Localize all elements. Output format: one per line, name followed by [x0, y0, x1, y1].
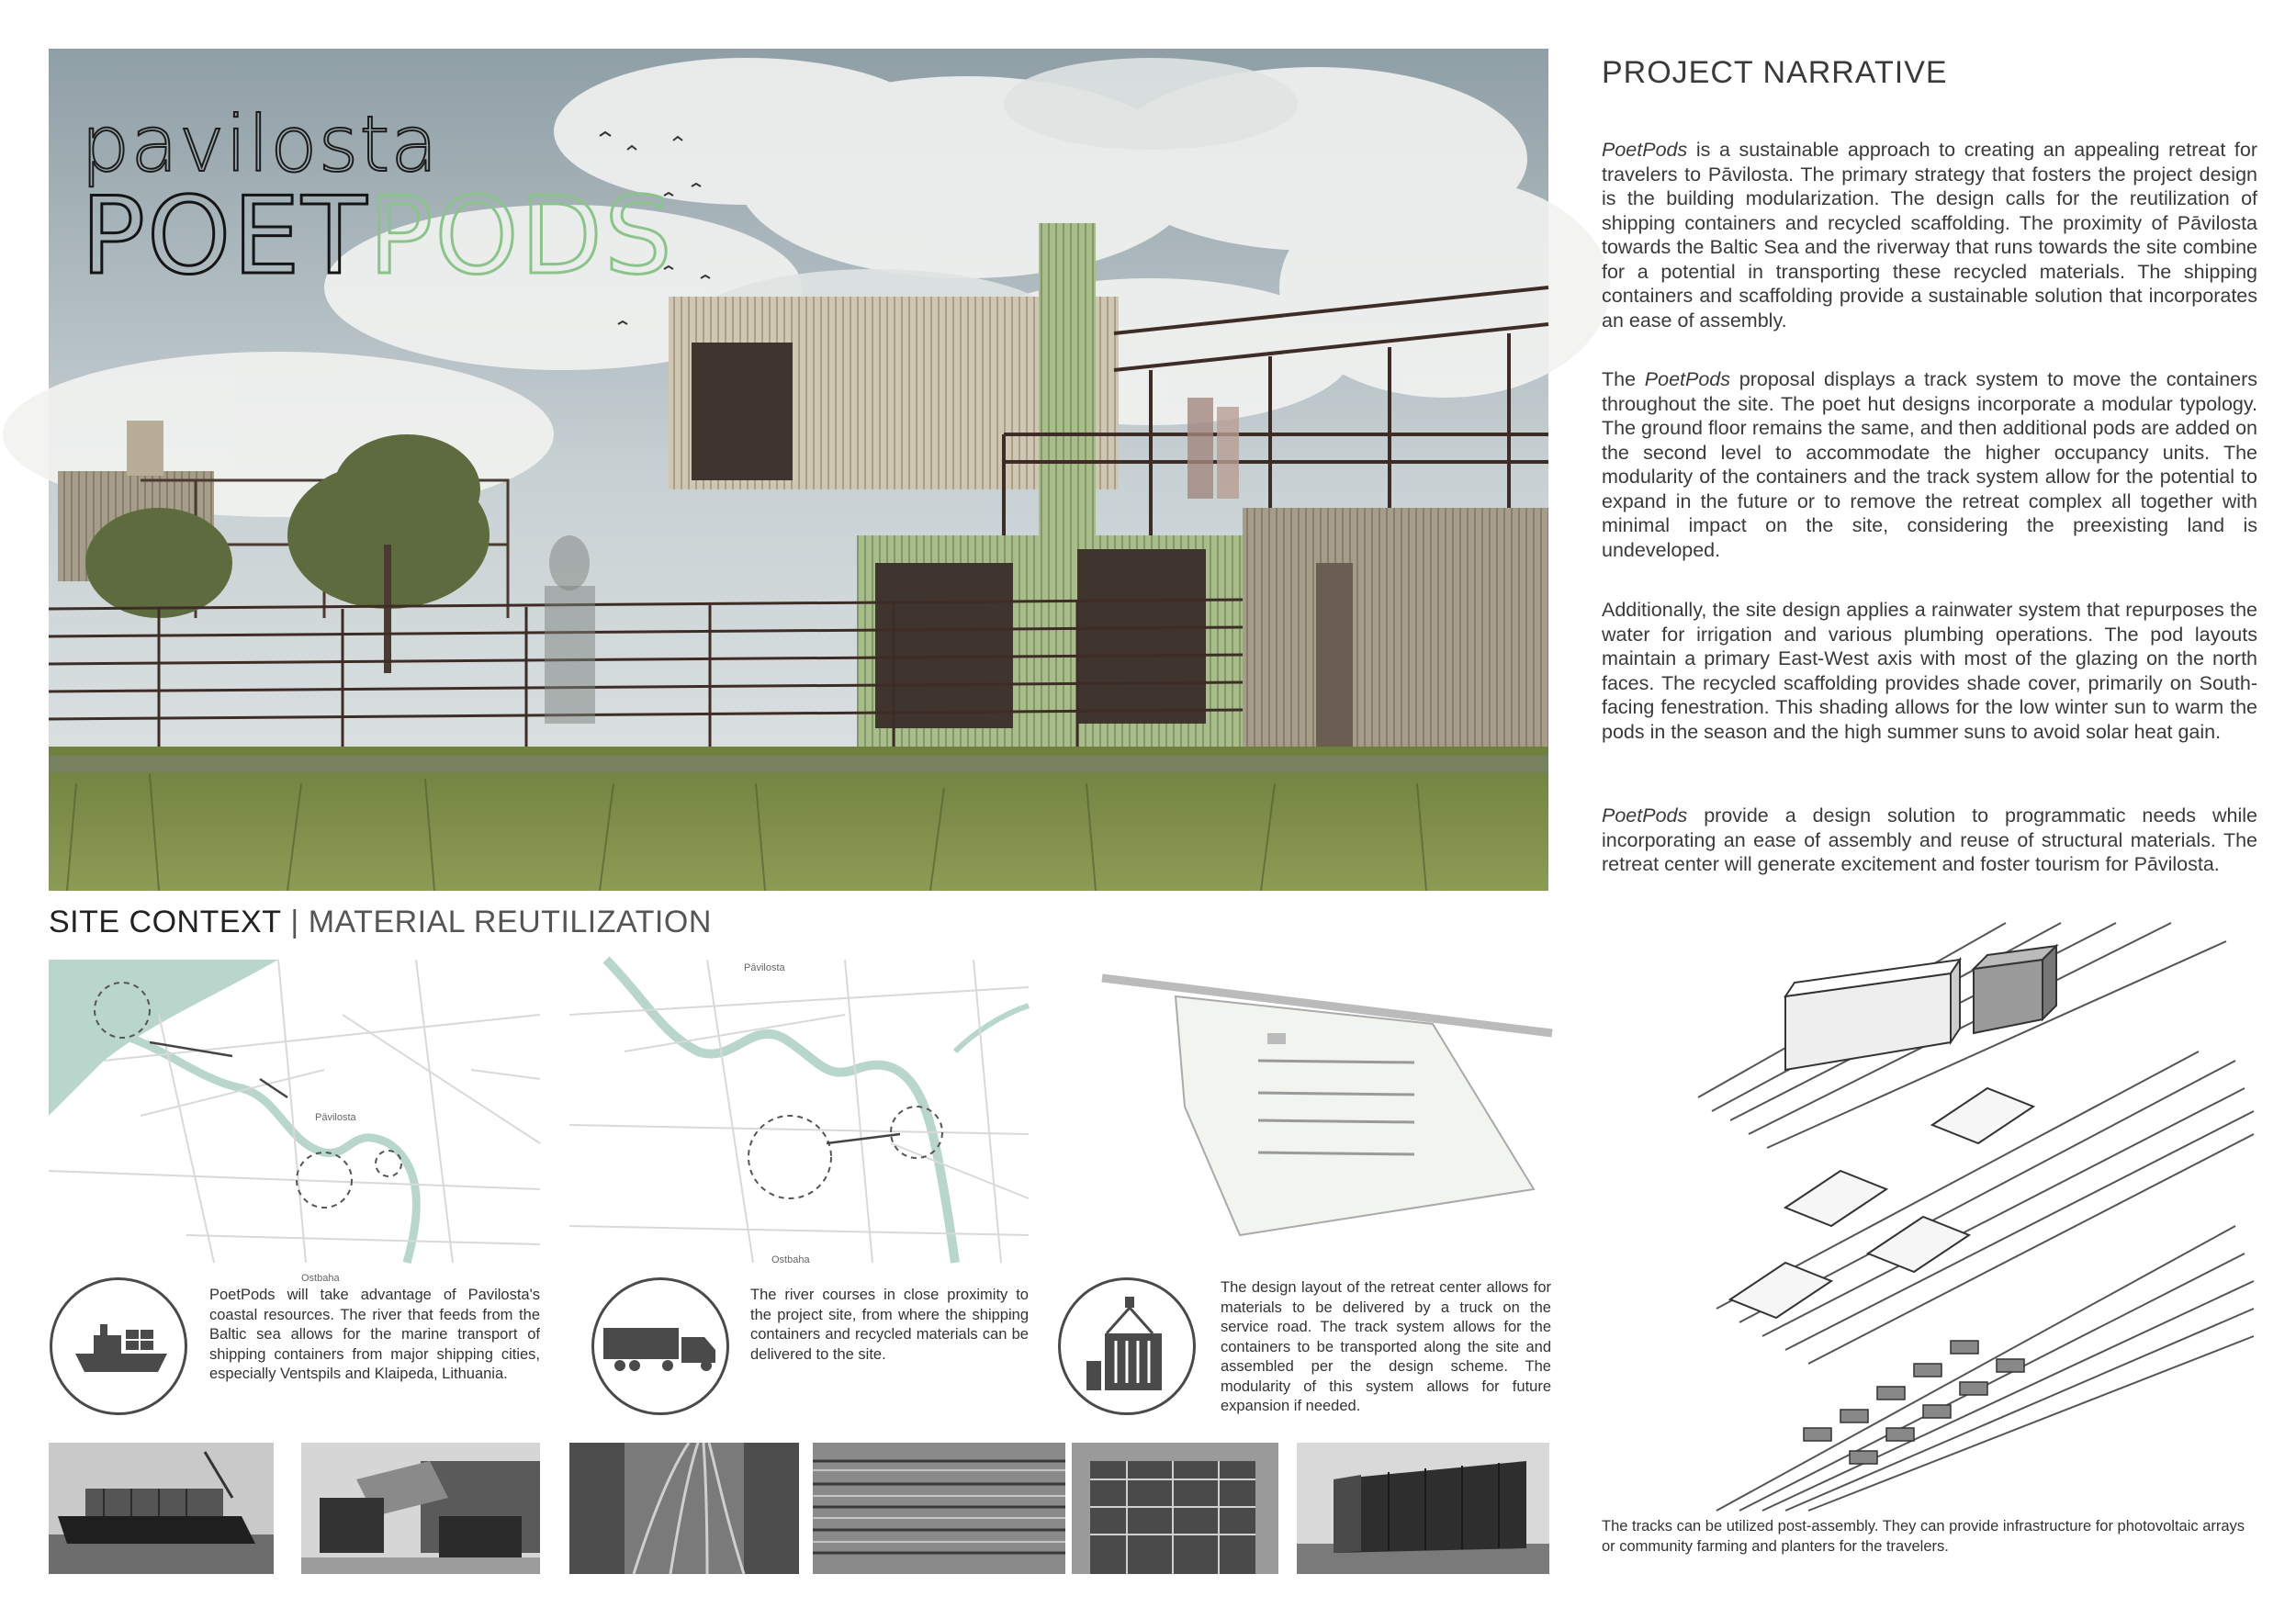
map1-label-pavilosta: Pāvilosta [315, 1112, 356, 1123]
river-map [569, 960, 1029, 1263]
map2-label-ostbaha: Ostbaha [771, 1254, 810, 1265]
photo-scaffolding-structure [1072, 1443, 1278, 1574]
narrative-paragraph-3: Additionally, the site design applies a rainwater system that repurposes the water for irrigation and various plumbing operations. The pod layouts maintain a primary East-West axis with most of the glazing on the north faces. The recycled scaffolding provides shade cover, primarily on South-facing fenestration. This shading allows for the low winter sun to warm the pods in the season and the high summer suns to avoid solar heat gain. [1602, 599, 2257, 743]
narrative-paragraph-4 [1602, 804, 2257, 877]
tracks-caption: The tracks can be utilized post-assembly. They can provide infrastructure for photovoltaic arrays or community farming and planters for the travelers. [1602, 1518, 2245, 1555]
p1-em: PoetPods [1602, 139, 1688, 161]
p2-em: PoetPods [1644, 368, 1731, 390]
caption-coastal: PoetPods will take advantage of Pavilosta's coastal resources. The river that feeds from the Baltic sea allows for the marine transport of shipping containers from major shipping cities, especially Ventspils and Klaipeda, Lithuania. [209, 1287, 540, 1382]
caption-river: The river courses in close proximity to the project site, from where the shipping containers and recycled materials can be delivered to the site. [750, 1287, 1029, 1363]
photo-railway [569, 1443, 799, 1574]
p4-text: provide a design solution to programmatic needs while incorporating an ease of assembly and reuse of structural materials. The retreat center will generate excitement and foster tourism for Pāvilosta. [1602, 804, 2257, 875]
photo-container-ship [49, 1443, 274, 1574]
site-plan [1102, 960, 1552, 1263]
narrative-heading: PROJECT NARRATIVE [1602, 55, 1948, 90]
title-project-name [81, 174, 674, 298]
map1-label-ostbaha: Ostbaha [301, 1273, 340, 1284]
site-context-subtitle: | MATERIAL REUTILIZATION [281, 905, 712, 939]
title-poet: POET [81, 174, 369, 298]
photo-container-loader [301, 1443, 540, 1574]
truck-icon [591, 1277, 729, 1415]
photo-shipping-container [1297, 1443, 1549, 1574]
site-context-title: SITE CONTEXT [49, 905, 282, 939]
p4-em: PoetPods [1602, 804, 1688, 826]
crane-container-icon [1058, 1277, 1196, 1415]
title-place-name: pavilosta [81, 99, 439, 189]
p1-text: is a sustainable approach to creating an appealing retreat for travelers to Pāvilosta. The primary strategy that fosters the project design is the building modularization. The design calls for the reutilization of shipping containers and recycled scaffolding. The proximity of Pāvilosta towards the Baltic Sea and the riverway that runs towards the site combine for a potential in transporting these recycled materials. The shipping containers and scaffolding provide a sustainable solution that incorporates an ease of assembly. [1602, 139, 2257, 332]
title-pods: PODS [368, 174, 674, 298]
photo-scaffolding-stack [813, 1443, 1065, 1574]
p2-start: The [1602, 368, 1645, 390]
narrative-paragraph-1 [1602, 138, 2257, 332]
p2-text: proposal displays a track system to move the containers throughout the site. The poet hut designs incorporate a modular typology. The ground floor remains the same, and then additional pods are added on the second level to accommodate the higher occupancy units. The modularity of the containers and the track system allow for the potential to expand in the future or to remove the retreat complex all together with minimal impact on the site, considering the preexisting land is undeveloped. [1602, 368, 2257, 561]
map2-label-pavilosta: Pāvilosta [744, 962, 785, 973]
tracks-isometric-diagram [1602, 914, 2257, 1511]
site-context-heading [49, 905, 712, 940]
coastal-map [49, 960, 540, 1284]
narrative-paragraph-2 [1602, 367, 2257, 562]
ship-icon [50, 1277, 187, 1415]
caption-site-layout: The design layout of the retreat center allows for materials to be delivered by a truck on the service road. The track system allows for the containers to be transported along the site and assembled per the design scheme. The modularity of this system allows for future expansion if needed. [1221, 1279, 1551, 1414]
